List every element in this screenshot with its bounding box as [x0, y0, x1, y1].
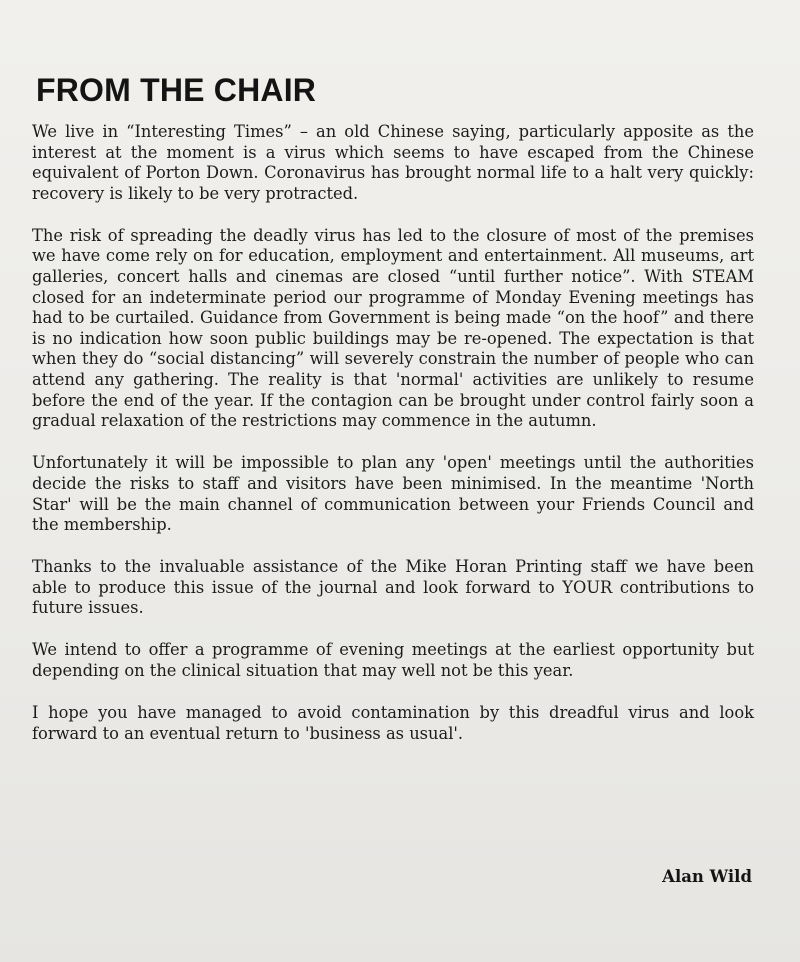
page-title: FROM THE CHAIR — [36, 72, 317, 108]
paragraph: We live in “Interesting Times” – an old Chinese saying, particularly apposite as the interest at the moment is a virus which seems to have escaped from the Chinese equivalent of Porton Down. Coronavirus has brought normal life to a halt very quickly: recovery is likely to be very protracted. — [32, 122, 754, 203]
paragraph: Unfortunately it will be impossible to plan any 'open' meetings until the authorities decide the risks to staff and visitors have been minimised. In the meantime 'North Star' will be the main channel of communication between your Friends Council and the membership. — [32, 453, 754, 535]
paragraph: We intend to offer a programme of evening meetings at the earliest opportunity but depending on the clinical situation that may well not be this year. — [32, 640, 754, 681]
paragraph: I hope you have managed to avoid contamination by this dreadful virus and look forward to an eventual return to 'business as usual'. — [32, 703, 754, 743]
author-signature: Alan Wild — [662, 867, 752, 886]
paragraph: The risk of spreading the deadly virus has led to the closure of most of the premises we have come rely on for education, employment and entertainment. All museums, art galleries, concert halls and cinemas are closed “until further notice”. With STEAM closed for an indeterminate period our programme of Monday Evening meetings has had to be curtailed. Guidance from Government is being made “on the hoof” and there is no indication how soon public buildings may be re-opened. The expectation is that when they do “social distancing” will severely constrain the number of people who can attend any gathering. The reality is that 'normal' activities are unlikely to resume before the end of the year. If the contagion can be brought under control fairly soon a gradual relaxation of the restrictions may commence in the autumn. — [32, 225, 754, 431]
article-body — [32, 122, 754, 766]
paragraph: Thanks to the invaluable assistance of the Mike Horan Printing staff we have been able to produce this issue of the journal and look forward to YOUR contributions to future issues. — [32, 557, 754, 618]
